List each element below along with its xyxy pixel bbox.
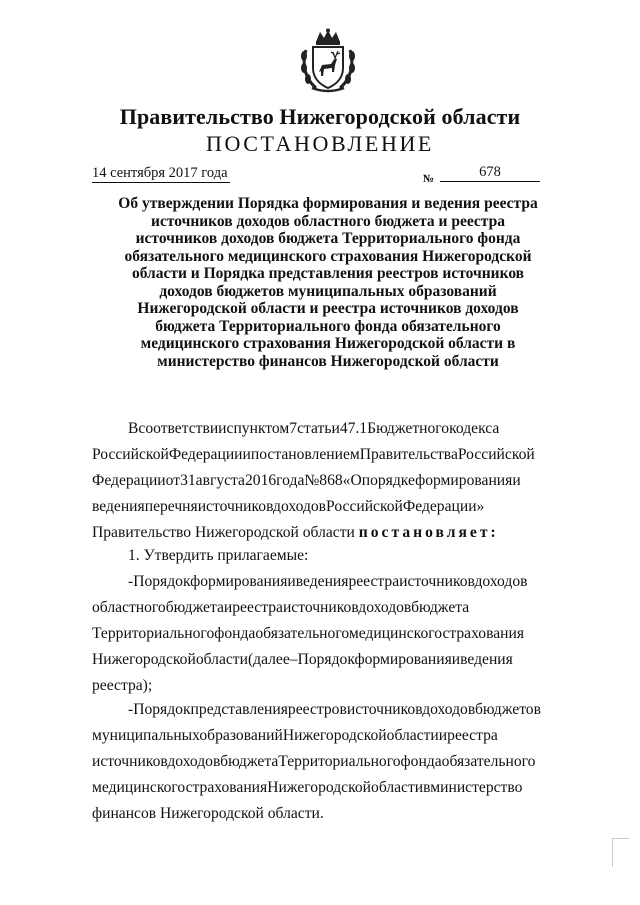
title-line: Нижегородской области и реестра источников доходов [137,300,519,317]
title-line: области и Порядка представления реестров источников [131,265,525,282]
title-line: медицинского страхования Нижегородской области в [140,335,516,352]
title-line: источников доходов бюджета Территориального фонда [135,230,521,247]
title-line: Об утверждении Порядка формирования и ведения реестра [118,195,538,212]
title-line: министерство финансов Нижегородской области [157,352,499,370]
body-line: Территориальногофондаобязательногомедицинскогострахования [92,625,525,642]
document-type: ПОСТАНОВЛЕНИЕ [206,131,434,156]
body-line: Нижегородскойобласти(далее–Порядокформированияиведения [92,651,513,668]
body-line: финансов Нижегородской области. [92,805,324,822]
issuing-authority: Правительство Нижегородской области [119,104,521,129]
body-line: реестра); [92,677,153,694]
body-line: Всоответствииспунктом7статьи47.1Бюджетногокодекса [128,420,500,437]
body-line: веденияперечняисточниковдоходовРоссийскойФедерации» [92,498,485,515]
sub-item-1 [92,569,582,699]
page-corner-mark [612,838,629,867]
decree-intro: Правительство Нижегородской области [92,524,355,541]
body-line: -Порядокпредставленияреестровисточниковдоходовбюджетов [128,701,541,718]
document-date: 14 сентября 2017 года [92,165,228,181]
item-heading: 1. Утвердить прилагаемые: [128,547,309,564]
title-line: источников доходов областного бюджета и реестра [151,212,505,230]
sub-item-2 [92,697,582,827]
body-line: источниковдоходовбюджетаТерриториальногофондаобязательного [92,753,536,770]
number-sign: № [423,173,435,185]
title-line: обязательного медицинского страхования Нижегородской [124,247,532,265]
body-line: медицинскогострахованияНижегородскойобластивминистерство [92,779,523,796]
title-line: доходов бюджетов муниципальных образований [159,282,497,300]
body-line: РоссийскойФедерацииипостановлениемПравительстваРоссийской [92,446,535,463]
title-line: бюджета Территориального фонда обязательного [155,317,501,335]
document-title [100,195,556,370]
body-line: муниципальныхобразованийНижегородскойобластииреестра [92,727,498,744]
preamble-paragraph [92,416,582,546]
body-line: Федерацииот31августа2016года№868«Опорядкеформированияи [92,472,521,489]
body-line: областногобюджетаиреестраисточниковдоходовбюджета [92,599,470,616]
decree-verb: постановляет: [358,524,499,541]
body-line: -Порядокформированияиведенияреестраисточниковдоходов [128,573,528,590]
document-number: 678 [440,163,540,182]
item-1 [92,543,582,569]
coat-of-arms-icon [298,28,358,94]
